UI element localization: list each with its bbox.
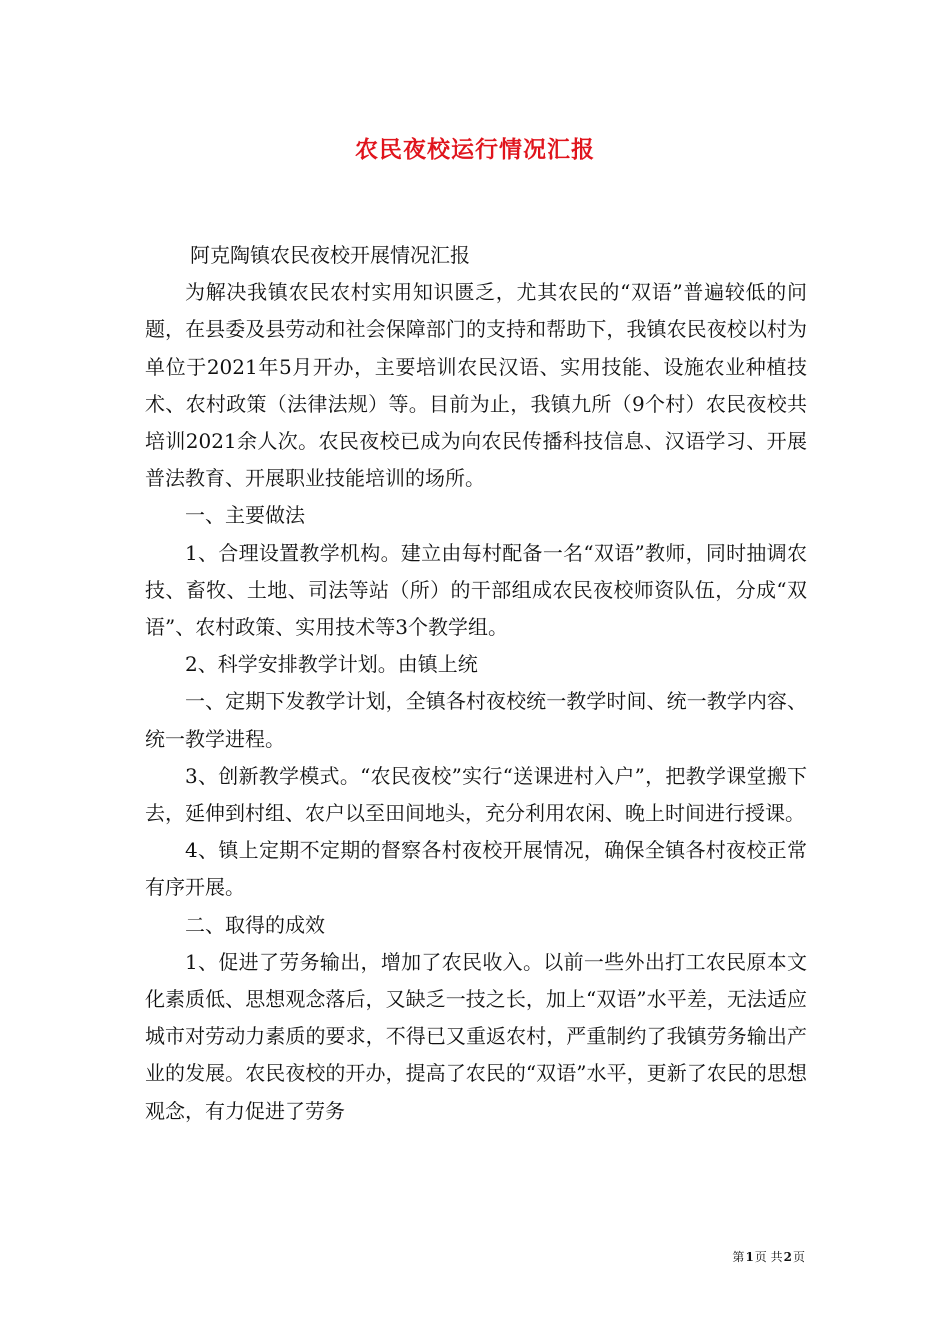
paragraph-practice-2-cont: 一、定期下发教学计划，全镇各村夜校统一教学时间、统一教学内容、统一教学进程。	[145, 689, 807, 751]
footer-middle: 页 共	[754, 1250, 783, 1264]
footer-suffix: 页	[792, 1250, 805, 1264]
document-body	[145, 237, 807, 1130]
page-footer	[732, 1248, 805, 1265]
heading-main-practices: 一、主要做法	[185, 503, 305, 528]
paragraph-practice-2: 2、科学安排教学计划。由镇上统	[185, 652, 478, 677]
paragraph-intro: 为解决我镇农民农村实用知识匮乏，尤其农民的“双语”普遍较低的问题，在县委及县劳动和社会保障部门的支持和帮助下，我镇农民夜校以村为单位于2021年5月开办，主要培训农民汉语、实用技能、设施农业种植技术、农村政策（法律法规）等。目前为止，我镇九所（9个村）农民夜校共培训2021余人次。农民夜校已成为向农民传播科技信息、汉语学习、开展普法教育、开展职业技能培训的场所。	[145, 280, 807, 491]
paragraph-practice-3: 3、创新教学模式。“农民夜校”实行“送课进村入户”，把教学课堂搬下去，延伸到村组、农户以至田间地头，充分利用农闲、晚上时间进行授课。	[145, 763, 807, 826]
footer-prefix: 第	[732, 1250, 745, 1264]
footer-total-pages: 2	[783, 1250, 792, 1264]
heading-results: 二、取得的成效	[185, 912, 325, 937]
paragraph-subtitle: 阿克陶镇农民夜校开展情况汇报	[190, 243, 470, 267]
paragraph-practice-1: 1、合理设置教学机构。建立由每村配备一名“双语”教师，同时抽调农技、畜牧、土地、司法等站（所）的干部组成农民夜校师资队伍，分成“双语”、农村政策、实用技术等3个教学组。	[145, 540, 807, 640]
paragraph-result-1: 1、促进了劳务输出，增加了农民收入。以前一些外出打工农民原本文化素质低、思想观念落后，又缺乏一技之长，加上“双语”水平差，无法适应城市对劳动力素质的要求，不得已又重返农村，严重制约了我镇劳务输出产业的发展。农民夜校的开办，提高了农民的“双语”水平，更新了农民的思想观念，有力促进了劳务	[145, 949, 807, 1123]
paragraph-practice-4: 4、镇上定期不定期的督察各村夜校开展情况，确保全镇各村夜校正常有序开展。	[145, 838, 807, 900]
document-title: 农民夜校运行情况汇报	[355, 136, 595, 163]
footer-page-number: 1	[745, 1250, 754, 1264]
